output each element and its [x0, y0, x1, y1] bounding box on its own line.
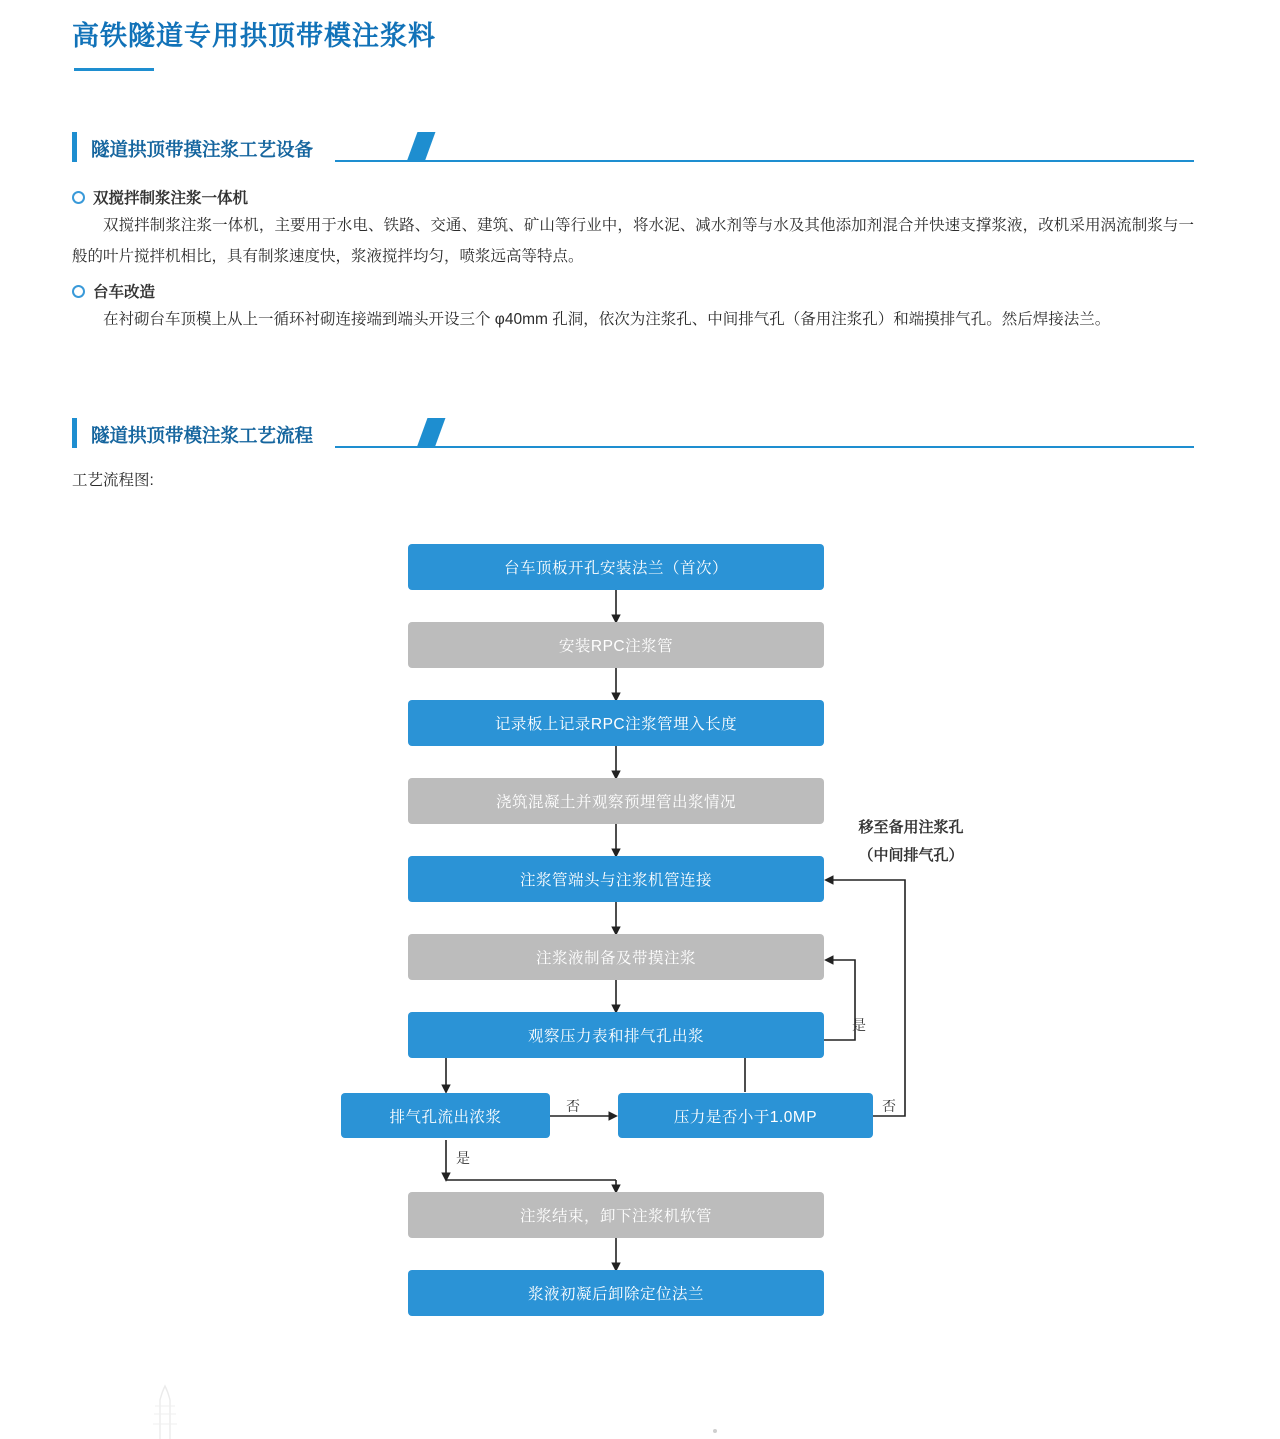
section-tab-skew [417, 418, 446, 448]
process-flow-chart [0, 520, 1280, 1310]
bullet-title-row-1 [72, 186, 1194, 208]
flow-chart-label: 工艺流程图: [72, 472, 154, 489]
ring-bullet-icon [72, 285, 85, 298]
bullet-item-1 [72, 186, 1194, 272]
bullet-paragraph-2: 在衬砌台车顶模上从上一循环衬砌连接端到端头开设三个 φ40mm 孔洞，依次为注浆孔、中间排气孔（备用注浆孔）和端摸排气孔。然后焊接法兰。 [103, 311, 1111, 328]
bullet-paragraph-1: 双搅拌制浆注浆一体机，主要用于水电、铁路、交通、建筑、矿山等行业中，将水泥、减水剂等与水及其他添加剂混合并快速支撑浆液，改机采用涡流制浆与一般的叶片搅拌机相比，具有制浆速度快，浆液搅拌均匀，喷浆远高等特点。 [72, 217, 1194, 265]
title-underline [74, 68, 154, 71]
flow-node-n10[interactable]: 注浆结束，卸下注浆机软管 [408, 1192, 824, 1238]
edge-label-no-2: 否 [882, 1098, 896, 1114]
bullet-item-2 [72, 280, 1194, 335]
flow-node-n9[interactable]: 压力是否小于1.0MP [618, 1093, 873, 1138]
section-header-process [72, 418, 1194, 448]
section-heading-text: 隧道拱顶带模注浆工艺流程 [72, 418, 335, 448]
flow-node-n2[interactable]: 安装RPC注浆管 [408, 622, 824, 668]
flow-annotation-line2: （中间排气孔） [858, 847, 964, 864]
page-footer-dot [713, 1429, 717, 1433]
page-title: 高铁隧道专用拱顶带模注浆料 [72, 21, 436, 51]
flow-node-n1[interactable]: 台车顶板开孔安装法兰（首次） [408, 544, 824, 590]
bullet-title-row-2 [72, 280, 1194, 302]
flow-node-n11[interactable]: 浆液初凝后卸除定位法兰 [408, 1270, 824, 1316]
flow-annotation [836, 814, 986, 870]
flow-node-n8[interactable]: 排气孔流出浓浆 [341, 1093, 550, 1138]
section-heading-text: 隧道拱顶带摸注浆工艺设备 [72, 132, 335, 162]
flow-node-n6[interactable]: 注浆液制备及带摸注浆 [408, 934, 824, 980]
tower-decoration-icon [140, 1384, 200, 1439]
flow-node-n5[interactable]: 注浆管端头与注浆机管连接 [408, 856, 824, 902]
flow-node-n7[interactable]: 观察压力表和排气孔出浆 [408, 1012, 824, 1058]
flow-annotation-line1: 移至备用注浆孔 [858, 819, 964, 836]
ring-bullet-icon [72, 191, 85, 204]
flow-node-n4[interactable]: 浇筑混凝土并观察预埋管出浆情况 [408, 778, 824, 824]
bullet-title-1: 双搅拌制浆注浆一体机 [93, 190, 249, 207]
edge-label-yes-2: 是 [852, 1017, 866, 1033]
bullet-title-2: 台车改造 [93, 284, 156, 301]
edge-label-yes-1: 是 [456, 1150, 470, 1166]
edge-label-no-1: 否 [566, 1098, 580, 1114]
flow-node-n3[interactable]: 记录板上记录RPC注浆管埋入长度 [408, 700, 824, 746]
section-header-equipment [72, 132, 1194, 162]
section-tab-skew [407, 132, 436, 162]
